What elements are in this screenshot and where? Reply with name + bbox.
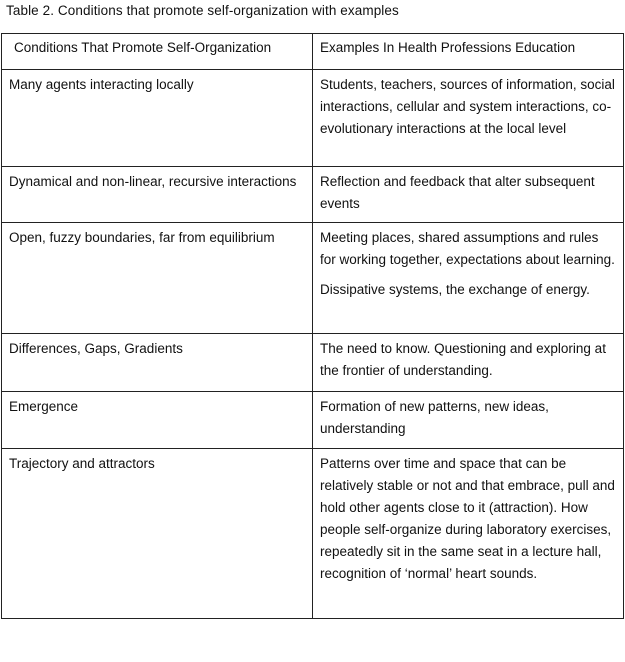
condition-cell: Trajectory and attractors [2, 449, 313, 619]
example-text: Meeting places, shared assumptions and rules for working together, expectations about learning. [320, 230, 615, 267]
examples-cell [313, 449, 624, 619]
conditions-table [1, 33, 624, 619]
table-row [2, 334, 624, 392]
condition-cell: Many agents interacting locally [2, 70, 313, 167]
table-row [2, 223, 624, 334]
condition-cell: Differences, Gaps, Gradients [2, 334, 313, 392]
table-row [2, 167, 624, 223]
example-text: Reflection and feedback that alter subsequent events [320, 174, 595, 211]
example-text: Students, teachers, sources of information, social interactions, cellular and system interactions, co-evolutionary interactions at the local level [320, 77, 615, 136]
examples-cell [313, 167, 624, 223]
examples-cell [313, 334, 624, 392]
table-row [2, 392, 624, 449]
example-text: Patterns over time and space that can be relatively stable or not and that embrace, pull and hold other agents close to it (attraction). How people self-organize during laboratory exercises, repeatedly sit in the same seat in a lecture hall, recognition of ‘normal’ heart sounds. [320, 456, 615, 581]
table-row [2, 70, 624, 167]
example-text: Dissipative systems, the exchange of energy. [320, 282, 590, 297]
header-examples: Examples In Health Professions Education [313, 34, 624, 70]
example-text: Formation of new patterns, new ideas, understanding [320, 399, 549, 436]
condition-cell: Emergence [2, 392, 313, 449]
condition-cell: Dynamical and non-linear, recursive interactions [2, 167, 313, 223]
examples-cell [313, 392, 624, 449]
examples-cell [313, 223, 624, 334]
header-conditions: Conditions That Promote Self-Organization [2, 34, 313, 70]
table-row [2, 449, 624, 619]
table-caption: Table 2. Conditions that promote self-organization with examples [6, 3, 399, 18]
condition-cell: Open, fuzzy boundaries, far from equilibrium [2, 223, 313, 334]
table-header-row [2, 34, 624, 70]
example-text: The need to know. Questioning and exploring at the frontier of understanding. [320, 341, 606, 378]
examples-cell [313, 70, 624, 167]
